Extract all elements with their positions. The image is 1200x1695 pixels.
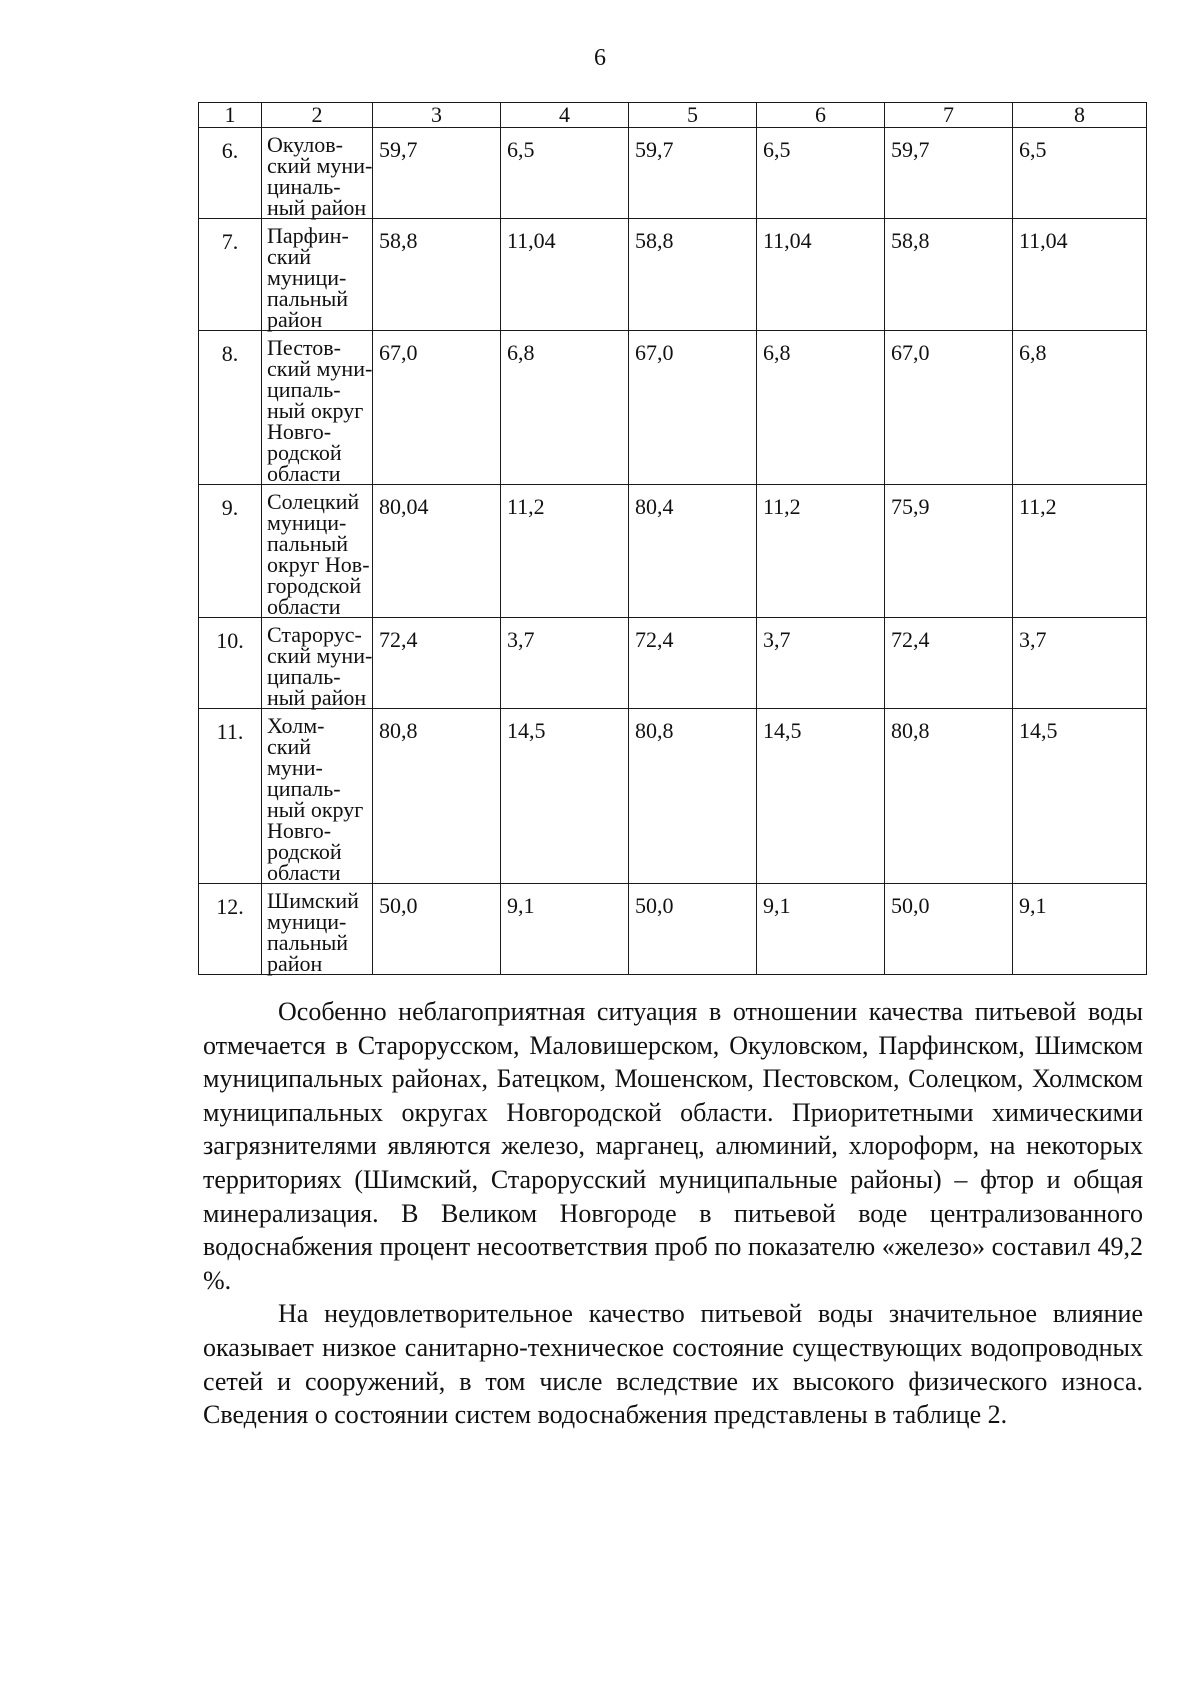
district-name-line: Окулов-	[267, 132, 343, 157]
column-header: 7	[885, 103, 1013, 128]
value-cell: 6,5	[757, 128, 885, 219]
district-name-cell	[262, 884, 373, 975]
value-cell: 80,8	[373, 709, 501, 884]
district-name-line: ский муни-	[267, 153, 373, 178]
district-name-line: области	[267, 860, 341, 885]
row-number-cell: 11.	[199, 709, 262, 884]
value-cell: 80,04	[373, 485, 501, 618]
value-cell: 6,8	[757, 331, 885, 485]
value-cell: 58,8	[885, 219, 1013, 331]
district-name-line: Парфин-	[267, 223, 349, 248]
district-name-line: округ Нов-	[267, 552, 370, 577]
paragraph: На неудовлетворительное качество питьевой воды значительное влияние оказывает низкое санитарно-техническое состояние существующих водопроводных сетей и сооружений, в том числе вследствие их высокого физического износа. Сведения о состоянии систем водоснабжения представлены в таблице 2.	[203, 1299, 1143, 1430]
district-name-cell	[262, 709, 373, 884]
district-name-cell	[262, 618, 373, 709]
district-name-line: муници-	[267, 909, 347, 934]
row-number-cell: 10.	[199, 618, 262, 709]
district-name-line: район	[267, 307, 323, 332]
value-cell: 3,7	[757, 618, 885, 709]
table-row	[199, 709, 1147, 884]
district-name-line: области	[267, 594, 341, 619]
table-body	[199, 128, 1147, 975]
row-number-cell: 6.	[199, 128, 262, 219]
district-name-line: Новго-	[267, 419, 332, 444]
district-name-line: ский	[267, 734, 311, 759]
table-row	[199, 128, 1147, 219]
value-cell: 50,0	[885, 884, 1013, 975]
page-number: 6	[594, 45, 606, 71]
value-cell: 59,7	[885, 128, 1013, 219]
district-name-line: Старорус-	[267, 622, 362, 647]
column-header: 3	[373, 103, 501, 128]
district-name-line: муници-	[267, 265, 347, 290]
value-cell: 72,4	[629, 618, 757, 709]
table-row	[199, 618, 1147, 709]
value-cell: 6,8	[501, 331, 629, 485]
table-row	[199, 884, 1147, 975]
value-cell: 80,8	[629, 709, 757, 884]
district-name-line: район	[267, 951, 323, 976]
water-quality-table	[198, 102, 1147, 975]
value-cell: 11,04	[501, 219, 629, 331]
district-name-line: ный район	[267, 685, 367, 710]
value-cell: 9,1	[501, 884, 629, 975]
value-cell: 14,5	[501, 709, 629, 884]
district-name-line: области	[267, 461, 341, 486]
district-name-line: Шимский	[267, 888, 359, 913]
column-header: 1	[199, 103, 262, 128]
district-name-line: пальный	[267, 531, 349, 556]
district-name-line: ский муни-	[267, 356, 373, 381]
district-name-line: пальный	[267, 286, 349, 311]
table-row	[199, 219, 1147, 331]
district-name-line: городской	[267, 573, 362, 598]
value-cell: 72,4	[885, 618, 1013, 709]
district-name-line: муници-	[267, 510, 347, 535]
column-header: 2	[262, 103, 373, 128]
value-cell: 50,0	[373, 884, 501, 975]
value-cell: 9,1	[757, 884, 885, 975]
value-cell: 6,5	[501, 128, 629, 219]
value-cell: 11,2	[1013, 485, 1147, 618]
district-name-line: ный округ	[267, 398, 364, 423]
column-header: 6	[757, 103, 885, 128]
district-name-cell	[262, 485, 373, 618]
district-name-line: ский муни-	[267, 643, 373, 668]
value-cell: 59,7	[373, 128, 501, 219]
table-header-row	[199, 103, 1147, 128]
value-cell: 11,2	[501, 485, 629, 618]
value-cell: 14,5	[757, 709, 885, 884]
row-number-cell: 9.	[199, 485, 262, 618]
value-cell: 11,2	[757, 485, 885, 618]
district-name-line: ный район	[267, 195, 367, 220]
value-cell: 9,1	[1013, 884, 1147, 975]
district-name-line: Солецкий	[267, 489, 360, 514]
value-cell: 75,9	[885, 485, 1013, 618]
district-name-line: ный округ	[267, 797, 364, 822]
paragraph: Особенно неблагоприятная ситуация в отношении качества питьевой воды отмечается в Старорусском, Маловишерском, Окуловском, Парфинском, Шимском муниципальных районах, Батецком, Мошенском, Пестовском, Солецком, Холмском муниципальных округах Новгородской области. Приоритетными химическими загрязнителями являются железо, марганец, алюминий, хлороформ, на некоторых территориях (Шимский, Старорусский муниципальные районы) – фтор и общая минерализация. В Великом Новгороде в питьевой воде централизованного водоснабжения процент несоответствия проб по показателю «железо» составил 49,2 %.	[203, 997, 1143, 1295]
district-name-line: ципаль-	[267, 776, 341, 801]
value-cell: 72,4	[373, 618, 501, 709]
district-name-cell	[262, 128, 373, 219]
value-cell: 14,5	[1013, 709, 1147, 884]
column-header: 5	[629, 103, 757, 128]
value-cell: 50,0	[629, 884, 757, 975]
district-name-line: Холм-	[267, 713, 325, 738]
value-cell: 59,7	[629, 128, 757, 219]
value-cell: 80,4	[629, 485, 757, 618]
value-cell: 6,8	[1013, 331, 1147, 485]
row-number-cell: 8.	[199, 331, 262, 485]
value-cell: 6,5	[1013, 128, 1147, 219]
value-cell: 3,7	[1013, 618, 1147, 709]
value-cell: 58,8	[373, 219, 501, 331]
district-name-line: ский	[267, 244, 311, 269]
table-row	[199, 485, 1147, 618]
column-header: 4	[501, 103, 629, 128]
row-number-cell: 12.	[199, 884, 262, 975]
value-cell: 58,8	[629, 219, 757, 331]
district-name-line: Пестов-	[267, 335, 342, 360]
value-cell: 80,8	[885, 709, 1013, 884]
value-cell: 11,04	[757, 219, 885, 331]
district-name-line: пальный	[267, 930, 349, 955]
district-name-cell	[262, 331, 373, 485]
district-name-line: родской	[267, 440, 342, 465]
table-row	[199, 331, 1147, 485]
value-cell: 3,7	[501, 618, 629, 709]
district-name-line: ципаль-	[267, 377, 341, 402]
value-cell: 67,0	[885, 331, 1013, 485]
district-name-line: Новго-	[267, 818, 332, 843]
column-header: 8	[1013, 103, 1147, 128]
row-number-cell: 7.	[199, 219, 262, 331]
district-name-cell	[262, 219, 373, 331]
district-name-line: ципаль-	[267, 664, 341, 689]
district-name-line: циналь-	[267, 174, 341, 199]
value-cell: 67,0	[629, 331, 757, 485]
value-cell: 67,0	[373, 331, 501, 485]
body-text	[203, 995, 1143, 1432]
value-cell: 11,04	[1013, 219, 1147, 331]
district-name-line: муни-	[267, 755, 323, 780]
district-name-line: родской	[267, 839, 342, 864]
